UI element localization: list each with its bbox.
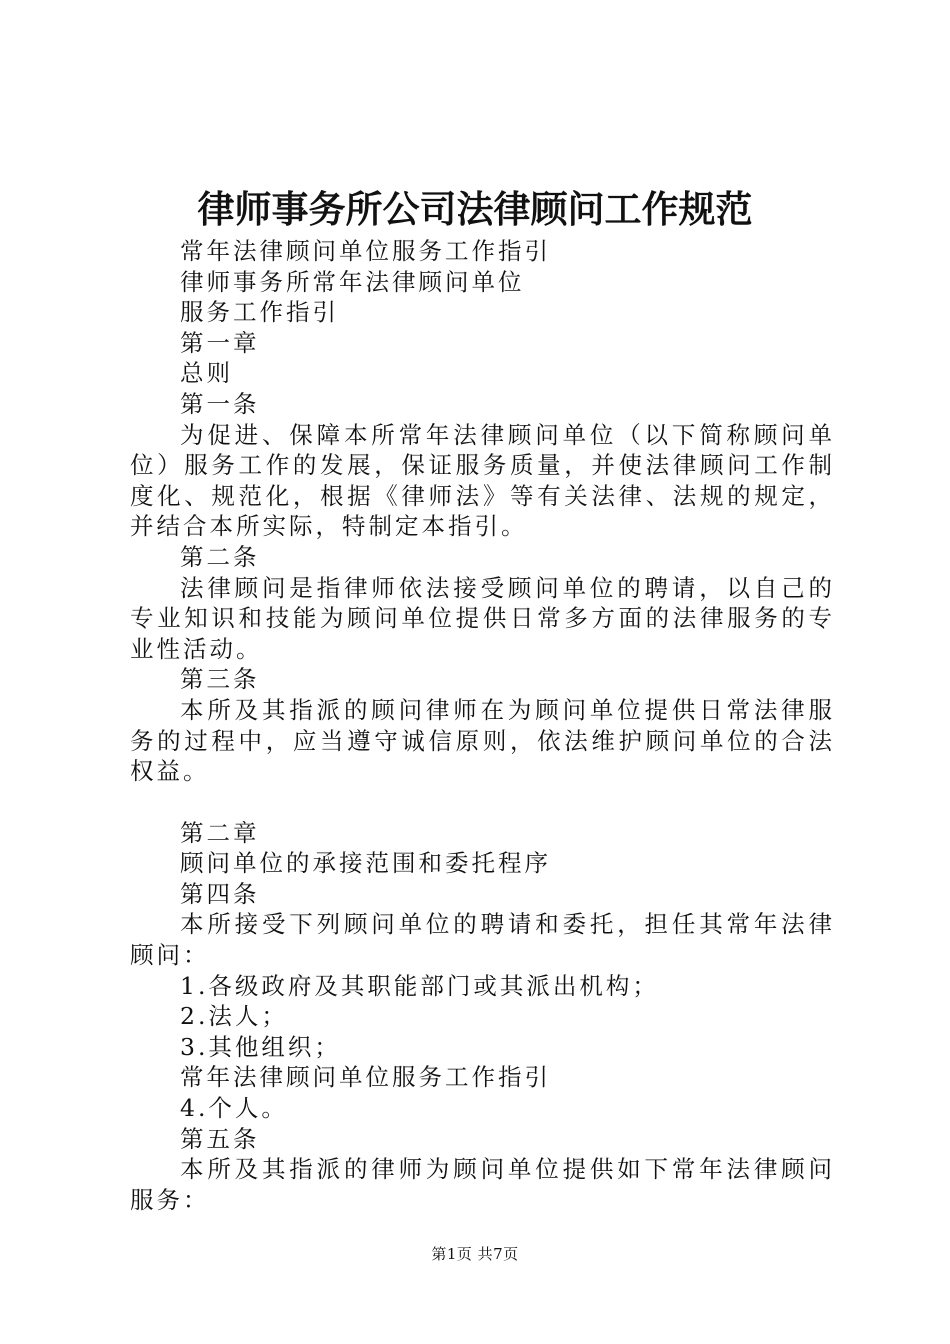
list-item: 2.法人； <box>180 1002 288 1031</box>
article-heading: 第四条 <box>180 879 260 908</box>
chapter-title: 总则 <box>180 359 233 388</box>
document-body <box>130 236 835 1215</box>
list-item: 4.个人。 <box>180 1094 288 1123</box>
article-paragraph: 法律顾问是指律师依法接受顾问单位的聘请，以自己的专业知识和技能为顾问单位提供日常多方面的法律服务的专业性活动。 <box>130 573 835 663</box>
chapter-title: 顾问单位的承接范围和委托程序 <box>180 849 551 878</box>
document-title: 律师事务所公司法律顾问工作规范 <box>197 187 753 231</box>
list-item: 3.其他组织； <box>180 1032 341 1061</box>
chapter-heading: 第一章 <box>180 328 260 357</box>
page-footer: 第1页 共7页 <box>431 1245 519 1263</box>
article-paragraph: 本所及其指派的顾问律师在为顾问单位提供日常法律服务的过程中，应当遵守诚信原则，依法维护顾问单位的合法权益。 <box>130 695 835 786</box>
article-heading: 第五条 <box>180 1124 260 1153</box>
subtitle-line: 常年法律顾问单位服务工作指引 <box>180 237 551 265</box>
article-paragraph: 本所及其指派的律师为顾问单位提供如下常年法律顾问服务： <box>130 1155 835 1214</box>
article-paragraph: 为促进、保障本所常年法律顾问单位（以下简称顾问单位）服务工作的发展，保证服务质量，并使法律顾问工作制度化、规范化，根据《律师法》等有关法律、法规的规定，并结合本所实际，特制定本指引。 <box>130 420 835 541</box>
article-heading: 第一条 <box>180 389 260 418</box>
list-item: 1.各级政府及其职能部门或其派出机构； <box>180 971 659 1000</box>
article-heading: 第二条 <box>180 542 260 571</box>
subtitle-line: 律师事务所常年法律顾问单位 <box>180 267 525 296</box>
subtitle-line: 服务工作指引 <box>180 298 339 327</box>
article-paragraph: 本所接受下列顾问单位的聘请和委托，担任其常年法律顾问： <box>130 910 835 970</box>
paragraph-gap <box>130 787 835 818</box>
running-header-line: 常年法律顾问单位服务工作指引 <box>180 1063 551 1092</box>
chapter-heading: 第二章 <box>180 818 260 847</box>
article-heading: 第三条 <box>180 665 260 694</box>
